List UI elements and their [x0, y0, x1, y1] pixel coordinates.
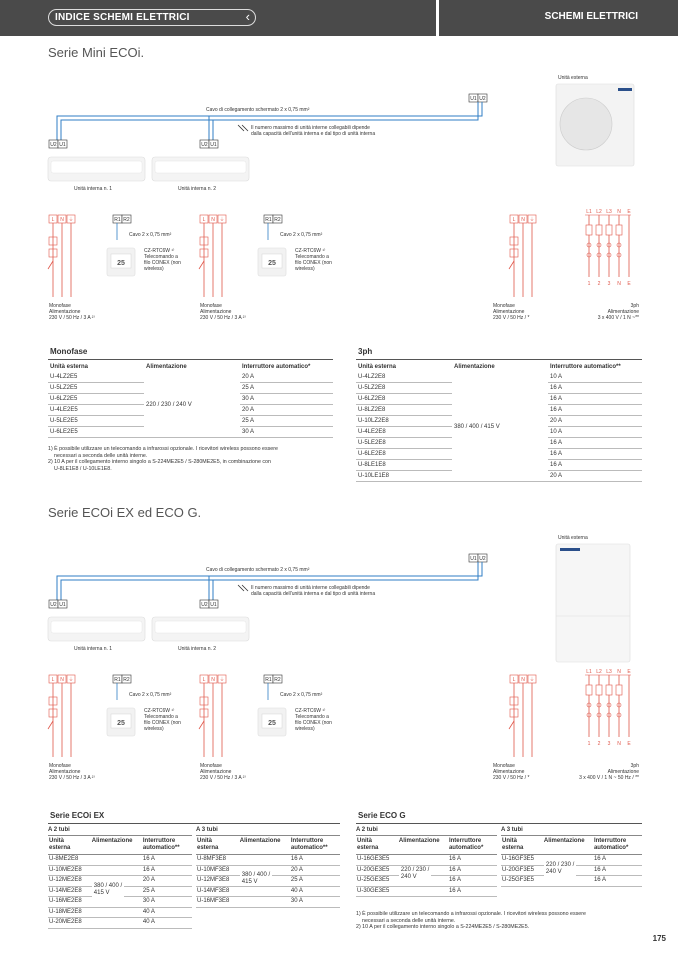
terminal-label: N — [617, 281, 621, 287]
supply-cell: 220 / 230 / 240 V — [545, 861, 575, 875]
supply-cell: 380 / 400 / 415 V — [452, 372, 548, 482]
table-row — [48, 855, 192, 866]
supply-label: Alimentazione — [200, 309, 232, 315]
col-header: Unità esterna — [49, 838, 71, 851]
terminal-label: 2 — [597, 741, 601, 747]
unit-cell: U-6LE2E5 — [48, 427, 144, 438]
breaker-cell: 20 A — [548, 471, 642, 482]
switch-icon — [48, 261, 53, 269]
unit-cell: U-5LE2E5 — [48, 416, 144, 427]
index-nav-button[interactable] — [48, 9, 256, 26]
remote-desc: Telecomando a — [144, 254, 178, 260]
table-row — [48, 908, 192, 919]
unit-cell: U-8ME2E8 — [49, 856, 79, 862]
indoor-unit-panel — [51, 621, 142, 633]
remote-cable-label: Cavo 2 x 0,75 mm² — [129, 692, 172, 698]
breaker-cell: 30 A — [142, 898, 155, 904]
terminal-label: E — [627, 281, 631, 287]
terminal-label: ⏚ — [68, 217, 74, 223]
terminal-label: 1 — [587, 281, 591, 287]
terminal-label: ⏚ — [529, 217, 535, 223]
breaker-cell: 10 A — [548, 372, 642, 383]
remote-cable-label: Cavo 2 x 0,75 mm² — [129, 232, 172, 238]
remote-desc: filo CONEX (non — [295, 260, 332, 266]
col-header: Alimentazione — [398, 838, 440, 844]
terminal-label: L2 — [596, 669, 602, 675]
breaker-cell: 16 A — [142, 866, 155, 873]
remote-r2: R2 — [274, 217, 281, 223]
breaker-cell: 30 A — [240, 394, 333, 405]
unit-cell: U-10ME2E8 — [49, 866, 82, 873]
table-row — [48, 918, 192, 929]
terminal-label: L — [202, 677, 206, 683]
max-units-note: dalla capacità dell'unità interna e dal tipo di unità interna — [251, 131, 376, 137]
col-header: Alimentazione — [543, 838, 585, 844]
table-title-monofase: Monofase — [50, 347, 88, 356]
indoor-unit-label: Unità interna n. 1 — [74, 646, 113, 652]
breaker-cell: 16 A — [142, 856, 155, 862]
terminal-label: N — [521, 217, 525, 223]
indoor2-u2: U2 — [201, 602, 208, 608]
breaker-cell: 40 A — [142, 919, 155, 925]
fuse-icon — [586, 685, 592, 695]
table-row — [501, 876, 642, 887]
footnote: 2) 10 A per il collegamento interno singolo a S-224ME2E5 / S-280ME2E5. — [356, 924, 530, 930]
group-label: A 2 tubi — [356, 826, 497, 836]
outdoor-u1: U1 — [470, 556, 477, 562]
col-header: Alimentazione — [91, 838, 133, 844]
supply-voltage: 3 x 400 V / 1 N ~ 50 Hz / ** — [579, 775, 639, 781]
supply-voltage: 230 V / 50 Hz / * — [493, 315, 530, 321]
unit-cell: U-25GF3E5 — [502, 877, 535, 883]
table-row — [48, 372, 333, 383]
terminal-label: N — [60, 677, 64, 683]
supply-voltage: 3 x 400 V / 1 N ~** — [597, 315, 639, 321]
unit-cell: U-16GE3E5 — [357, 856, 390, 862]
indoor2-u1: U1 — [210, 602, 217, 608]
table-row — [48, 866, 192, 877]
breaker-cell: 20 A — [290, 866, 303, 873]
remote-cable-label: Cavo 2 x 0,75 mm² — [280, 692, 323, 698]
col-header: Unità esterna — [197, 838, 219, 851]
unit-cell: U-14MF3E8 — [197, 887, 230, 894]
unit-cell: U-10LE1E8 — [356, 471, 452, 482]
remote-desc: filo CONEX (non — [144, 720, 181, 726]
remote-desc: wireless) — [295, 726, 315, 732]
fuse-icon — [606, 685, 612, 695]
remote-model: CZ-RTC6W ¹⁾ — [144, 248, 175, 254]
phase-label: Monofase — [49, 763, 71, 769]
terminal-label: L3 — [606, 209, 612, 215]
unit-cell: U-18ME2E8 — [49, 908, 82, 915]
max-units-note: Il numero massimo di unità interne collegabili dipende — [251, 585, 370, 591]
unit-cell: U-8LZ2E8 — [356, 405, 452, 416]
terminal-label: 2 — [597, 281, 601, 287]
terminal-label: E — [627, 669, 631, 675]
terminal-label: 3 — [607, 281, 611, 287]
remote-r1: R1 — [265, 217, 272, 223]
terminal-label: N — [211, 217, 215, 223]
remote-desc: filo CONEX (non — [295, 720, 332, 726]
breaker-cell: 20 A — [548, 416, 642, 427]
trifase-table — [356, 362, 642, 482]
switch-icon — [509, 261, 514, 269]
indoor1-u1: U1 — [59, 142, 66, 148]
supply-label: Alimentazione — [493, 309, 525, 315]
terminal-label: ⏚ — [529, 677, 535, 683]
terminal-label: L — [51, 677, 55, 683]
indoor-unit-panel — [51, 161, 142, 173]
supply-voltage: 230 V / 50 Hz / 3 A ²⁾ — [49, 315, 95, 321]
supply-voltage: 230 V / 50 Hz / 3 A ²⁾ — [200, 315, 246, 321]
monofase-table — [48, 362, 333, 438]
breaker-cell: 16 A — [290, 856, 303, 862]
group-label: A 2 tubi — [48, 826, 192, 836]
col-header: Unità esterna — [502, 838, 524, 851]
table-title-eco-g: Serie ECO G — [358, 811, 406, 820]
supply-voltage: 230 V / 50 Hz / * — [493, 775, 530, 781]
footnote: 2) 10 A per il collegamento interno singolo a S-224ME2E5 / S-280ME2E5, in combinazione con — [48, 459, 271, 465]
series-title-mini-ecoi: Serie Mini ECOi. — [48, 45, 145, 60]
phase-label: Monofase — [493, 303, 515, 309]
remote-temperature: 25 — [268, 720, 276, 727]
col-header: Interruttore automatico* — [593, 838, 629, 851]
terminal-label: ⏚ — [219, 677, 225, 683]
unit-cell: U-4LZ2E8 — [356, 372, 452, 383]
table-row — [196, 855, 340, 866]
cable-label: Cavo di collegamento schermato 2 x 0,75 mm² — [206, 567, 310, 573]
outdoor-unit-label: Unità esterna — [558, 75, 588, 81]
remote-desc: Telecomando a — [295, 254, 329, 260]
indoor-unit-label: Unità interna n. 1 — [74, 186, 113, 192]
terminal-label: L — [51, 217, 55, 223]
remote-desc: wireless) — [144, 266, 164, 272]
table-row — [356, 887, 497, 898]
breaker-cell: 30 A — [290, 898, 303, 904]
unit-cell: U-4LZ2E5 — [48, 372, 144, 383]
remote-r1: R1 — [114, 677, 121, 683]
breaker-cell: 10 A — [548, 427, 642, 438]
fuse-icon — [596, 225, 602, 235]
phase-label: 3ph — [630, 763, 639, 769]
phase-label: Monofase — [200, 763, 222, 769]
unit-cell: U-20GF3E5 — [502, 866, 535, 873]
unit-cell: U-16GF3E5 — [502, 856, 535, 862]
switch-icon — [199, 261, 204, 269]
switch-icon — [48, 721, 53, 729]
supply-cell: 380 / 400 / 415 V — [93, 882, 123, 896]
indoor-unit-label: Unità interna n. 2 — [178, 646, 217, 652]
remote-cable-label: Cavo 2 x 0,75 mm² — [280, 232, 323, 238]
fuse-icon — [606, 225, 612, 235]
remote-temperature: 25 — [117, 260, 125, 267]
phase-label: Monofase — [49, 303, 71, 309]
table-row — [356, 372, 642, 383]
breaker-cell: 16 A — [448, 866, 461, 873]
unit-cell: U-5LZ2E8 — [356, 383, 452, 394]
supply-label: Alimentazione — [607, 769, 639, 775]
unit-cell: U-4LE2E8 — [356, 427, 452, 438]
footnote: U-8LE1E8 / U-10LE1E8. — [54, 465, 112, 472]
wiring-diagram-mini-ecoi — [0, 70, 678, 330]
phase-label: Monofase — [493, 763, 515, 769]
cable-label: Cavo di collegamento schermato 2 x 0,75 mm² — [206, 107, 310, 113]
unit-cell: U-20ME2E8 — [49, 919, 82, 925]
indoor1-u2: U2 — [50, 602, 57, 608]
unit-cell: U-5LZ2E5 — [48, 383, 144, 394]
unit-cell: U-10MF3E8 — [197, 866, 230, 873]
remote-model: CZ-RTC6W ¹⁾ — [295, 708, 326, 714]
breaker-cell: 16 A — [548, 394, 642, 405]
max-units-note: dalla capacità dell'unità interna e dal tipo di unità interna — [251, 591, 376, 597]
remote-desc: filo CONEX (non — [144, 260, 181, 266]
col-header: Interruttore automatico* — [448, 838, 484, 851]
supply-voltage: 230 V / 50 Hz / 3 A ²⁾ — [49, 775, 95, 781]
remote-desc: wireless) — [144, 726, 164, 732]
unit-cell: U-8LE1E8 — [356, 460, 452, 471]
footnote: 1) È possibile utilizzare un telecomando a infrarossi opzionale. I ricevitori wireless possono essere — [356, 911, 586, 917]
brand-logo — [618, 88, 632, 91]
col-header: Interruttore automatico** — [550, 364, 621, 370]
outdoor-unit-image — [556, 544, 630, 662]
col-header: Alimentazione — [146, 364, 187, 370]
unit-cell: U-16MF3E8 — [197, 898, 230, 904]
terminal-label: L — [512, 677, 516, 683]
group-label: A 3 tubi — [501, 826, 642, 836]
terminal-label: L3 — [606, 669, 612, 675]
phase-label: 3ph — [630, 303, 639, 309]
col-header: Alimentazione — [239, 838, 281, 844]
fuse-icon — [616, 685, 622, 695]
supply-cell: 220 / 230 / 240 V — [144, 372, 240, 438]
unit-cell: U-16ME2E8 — [49, 898, 82, 904]
unit-cell: U-10LZ2E8 — [356, 416, 452, 427]
terminal-label: L — [202, 217, 206, 223]
remote-model: CZ-RTC6W ¹⁾ — [295, 248, 326, 254]
breaker-cell: 20 A — [142, 877, 155, 883]
unit-cell: U-6LZ2E8 — [356, 394, 452, 405]
unit-cell: U-20GE3E5 — [357, 866, 390, 873]
indoor2-u2: U2 — [201, 142, 208, 148]
remote-r1: R1 — [265, 677, 272, 683]
terminal-label: N — [211, 677, 215, 683]
breaker-cell: 16 A — [548, 449, 642, 460]
remote-temperature: 25 — [117, 720, 125, 727]
breaker-cell: 16 A — [593, 877, 606, 883]
fuse-icon — [596, 685, 602, 695]
footnote: necessari a seconda delle unità interne. — [362, 917, 456, 924]
breaker-cell: 25 A — [142, 887, 155, 894]
unit-cell: U-8MF3E8 — [197, 856, 227, 862]
table-row — [356, 855, 497, 866]
breaker-cell: 16 A — [448, 856, 461, 862]
footnote: 1) È possibile utilizzare un telecomando a infrarossi opzionale. I ricevitori wireless possono essere — [48, 446, 278, 452]
phase-label: Monofase — [200, 303, 222, 309]
unit-cell: U-12ME2E8 — [49, 877, 82, 883]
breaker-cell: 16 A — [593, 856, 606, 862]
col-header: Interruttore automatico** — [290, 838, 328, 851]
brand-logo — [560, 548, 580, 551]
breaker-cell: 16 A — [593, 866, 606, 873]
footnote: necessari a seconda delle unità interne. — [54, 452, 148, 459]
remote-desc: Telecomando a — [144, 714, 178, 720]
series-title-ecoi-ex-eco-g: Serie ECOi EX ed ECO G. — [48, 505, 202, 520]
terminal-label: L — [512, 217, 516, 223]
outdoor-u2: U2 — [479, 96, 486, 102]
outdoor-unit-label: Unità esterna — [558, 535, 588, 541]
terminal-label: ⏚ — [219, 217, 225, 223]
terminal-label: L1 — [586, 669, 592, 675]
max-units-note: Il numero massimo di unità interne collegabili dipende — [251, 125, 370, 131]
breaker-cell: 20 A — [240, 372, 333, 383]
indoor1-u1: U1 — [59, 602, 66, 608]
outdoor-u1: U1 — [470, 96, 477, 102]
table-row — [48, 897, 192, 908]
indoor2-u1: U1 — [210, 142, 217, 148]
supply-voltage: 230 V / 50 Hz / 3 A ²⁾ — [200, 775, 246, 781]
terminal-label: N — [617, 669, 621, 675]
supply-label: Alimentazione — [49, 769, 81, 775]
break-mark-icon — [238, 585, 248, 591]
terminal-label: 1 — [587, 741, 591, 747]
section-title: SCHEMI ELETTRICI — [544, 11, 638, 22]
terminal-label: ⏚ — [68, 677, 74, 683]
breaker-cell: 25 A — [290, 877, 303, 883]
group-label: A 3 tubi — [196, 826, 340, 836]
indoor1-u2: U2 — [50, 142, 57, 148]
terminal-label: N — [521, 677, 525, 683]
remote-r2: R2 — [123, 217, 130, 223]
supply-label: Alimentazione — [49, 309, 81, 315]
breaker-cell: 16 A — [548, 438, 642, 449]
break-mark-icon — [238, 125, 248, 131]
remote-temperature: 25 — [268, 260, 276, 267]
page-number: 175 — [652, 934, 666, 943]
col-header: Interruttore automatico* — [242, 364, 311, 370]
breaker-cell: 40 A — [142, 908, 155, 915]
unit-cell: U-5LE2E8 — [356, 438, 452, 449]
breaker-cell: 40 A — [290, 887, 303, 894]
breaker-cell: 16 A — [548, 383, 642, 394]
unit-cell: U-25GE3E5 — [357, 877, 390, 883]
switch-icon — [199, 721, 204, 729]
fan-grille-icon — [560, 98, 612, 150]
terminal-label: L1 — [586, 209, 592, 215]
remote-model: CZ-RTC6W ¹⁾ — [144, 708, 175, 714]
unit-cell: U-6LZ2E5 — [48, 394, 144, 405]
remote-r2: R2 — [123, 677, 130, 683]
terminal-label: L2 — [596, 209, 602, 215]
unit-cell: U-30GE3E5 — [357, 887, 390, 894]
col-header: Unità esterna — [358, 364, 397, 370]
outdoor-u2: U2 — [479, 556, 486, 562]
switch-icon — [509, 721, 514, 729]
breaker-cell: 25 A — [240, 383, 333, 394]
col-header: Unità esterna — [50, 364, 89, 370]
terminal-label: N — [617, 209, 621, 215]
table-title-3ph: 3ph — [358, 347, 373, 356]
terminal-label: E — [627, 209, 631, 215]
supply-label: Alimentazione — [607, 309, 639, 315]
terminal-label: N — [60, 217, 64, 223]
col-header: Interruttore automatico** — [142, 838, 180, 851]
terminal-label: N — [617, 741, 621, 747]
remote-r2: R2 — [274, 677, 281, 683]
breaker-cell: 16 A — [548, 405, 642, 416]
supply-cell: 380 / 400 / 415 V — [241, 872, 271, 886]
remote-r1: R1 — [114, 217, 121, 223]
col-header: Alimentazione — [454, 364, 495, 370]
terminal-label: E — [627, 741, 631, 747]
index-nav-label: INDICE SCHEMI ELETTRICI — [55, 12, 190, 23]
unit-cell: U-6LE2E8 — [356, 449, 452, 460]
remote-desc: Telecomando a — [295, 714, 329, 720]
breaker-cell: 30 A — [240, 427, 333, 438]
fuse-icon — [586, 225, 592, 235]
supply-cell: 220 / 230 / 240 V — [400, 867, 430, 880]
table-row — [196, 897, 340, 908]
breaker-cell: 16 A — [448, 887, 461, 894]
indoor-unit-panel — [155, 161, 246, 173]
indoor-unit-label: Unità interna n. 2 — [178, 186, 217, 192]
table-row — [196, 887, 340, 898]
remote-desc: wireless) — [295, 266, 315, 272]
footnotes-2 — [356, 911, 646, 931]
supply-label: Alimentazione — [493, 769, 525, 775]
table-title-ecoi-ex: Serie ECOi EX — [50, 811, 105, 820]
terminal-label: 3 — [607, 741, 611, 747]
breaker-cell: 16 A — [548, 460, 642, 471]
chevron-left-icon: ‹ — [245, 9, 250, 24]
unit-cell: U-14ME2E8 — [49, 887, 82, 894]
breaker-cell: 20 A — [240, 405, 333, 416]
footnotes-1 — [48, 446, 338, 472]
breaker-cell: 16 A — [448, 877, 461, 883]
fuse-icon — [616, 225, 622, 235]
supply-label: Alimentazione — [200, 769, 232, 775]
indoor-unit-panel — [155, 621, 246, 633]
wiring-diagram-ecoi-ex — [0, 530, 678, 795]
col-header: Unità esterna — [357, 838, 379, 851]
breaker-cell: 25 A — [240, 416, 333, 427]
unit-cell: U-12MF3E8 — [197, 877, 230, 883]
unit-cell: U-4LE2E5 — [48, 405, 144, 416]
